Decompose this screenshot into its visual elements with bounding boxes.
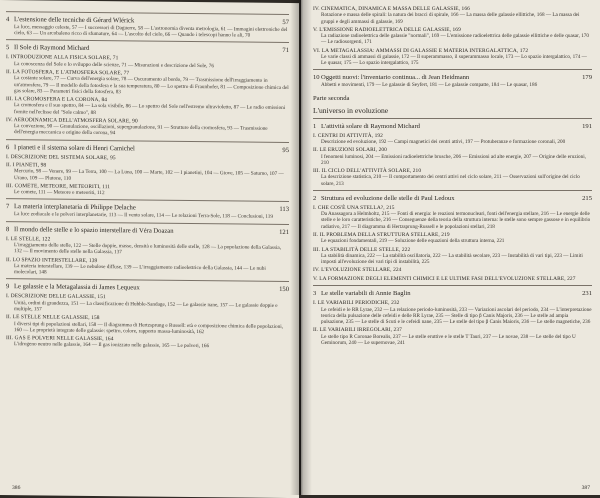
subsection-title: V. L'EMISSIONE RADIOELETTRICA DELLE GALASSIE, 169 xyxy=(313,26,461,33)
section-divider xyxy=(6,199,289,203)
chapter-title: La materia interplanetaria di Philippe Delache xyxy=(14,203,136,212)
chapter-page: 231 xyxy=(582,290,592,298)
subsection-topics: La convezione, 90 — Granulazione, oscillazioni, supergranulazione, 91 — Strutture della cromosfera, 93 — Trasmissione dell'energia meccanica e origine della corona, 94 xyxy=(14,123,268,137)
section-divider xyxy=(313,190,592,191)
subsection-title: I. LE STELLE, 122 xyxy=(6,235,51,243)
subsection-title: II. I PIANETI, 98 xyxy=(6,162,47,169)
chapter-number: 6 xyxy=(6,143,10,151)
chapter-page: 95 xyxy=(282,146,289,154)
right-folio: 387 xyxy=(581,485,590,491)
subsection-topics: La conoscenza del Sole e lo sviluppo delle scienze, 71 — Misurazioni e descrizione del Sole, 76 xyxy=(14,60,214,70)
subsection-title: III. LA STABILITÀ DELLE STELLE, 222 xyxy=(313,246,411,253)
subsection-title: III. COMETE, METEORE, METEORITI, 111 xyxy=(6,182,111,191)
subsection-title: IV. L'EVOLUZIONE STELLARE, 224 xyxy=(313,267,402,274)
section-divider xyxy=(6,278,289,282)
chapter-number: 7 xyxy=(6,203,10,211)
chapter-title: Le stelle variabili di Annie Baglin xyxy=(321,290,411,298)
part-label: Parte seconda xyxy=(313,94,350,102)
chapter-title: Oggetti nuovi: l'inventario continua... di Jean Heidmann xyxy=(321,74,470,82)
subsection-topics: La materia interstellare, 139 — Le nebulose diffuse, 139 — L'irraggiamento radioelettrico della Galassia, 144 — Le nubi molecolari, 148 xyxy=(14,263,266,276)
chapter-page: 71 xyxy=(282,47,289,55)
subsection-title: II. LA FOTOSFERA, E L'ATMOSFERA SOLARE, 77 xyxy=(6,69,130,77)
subsection-topics: Unità, ordini di grandezza, 151 — La classificazione di Hubble-Sandage, 152 — Le galassie nane, 157 — Le galassie doppie e multiple, 157 xyxy=(14,299,278,313)
subsection-topics: Le comete, 111 — Meteore e meteoriti, 112 xyxy=(14,189,105,197)
chapter-entry xyxy=(313,195,592,203)
chapter-entry xyxy=(6,44,289,55)
subsection-topics: Le cefeidi e le RR Lyrae, 232 — La relazione periodo-luminosità, 233 — Variazioni ascolari del periodo, 234 — L'interpretazione teorica della pulsazione delle cefeidi e delle RR Lyrae, 235 — Stelle di tipo β Canis Majoris, 236 — Le stelle ad ampia pulsazione, 235 — Le stelle di Scuti e le cefeidi nane, 235 — Le stelle del tipo β Canis Maioris, 236 — Le stelle magnetiche, 236 xyxy=(321,306,592,325)
left-folio: 386 xyxy=(12,485,21,491)
subsection-topics: La radiazione radioelettrica delle galassie "normali", 169 — L'emissione radioelettrica delle galassie ellittiche e delle quasar, 170 — Le radiosorgenti, 171 xyxy=(321,33,589,46)
chapter-title: Struttura ed evoluzione delle stelle di Paul Ledoux xyxy=(321,194,455,202)
subsection-topics: Descrizione ed evoluzione, 192 — Campi magnetici dei centri attivi, 197 — Protuberanze e formazione coronali, 200 xyxy=(321,139,566,146)
section-divider xyxy=(6,11,289,15)
subsection-topics: Le varie classi di ammassi di galassie, 172 — Il superammasso, il superammasso locale, 173 — Lo spazio intergalattico, 174 — Le quasar, 175 — Lo spazio intergalattico, 175 xyxy=(321,54,587,67)
chapter-entry xyxy=(6,144,289,155)
subsection-title: III. IL CICLO DELL'ATTIVITÀ SOLARE, 210 xyxy=(313,168,422,175)
chapter-number: 9 xyxy=(6,283,10,291)
subsection-title: I. DESCRIZIONE DEL SISTEMA SOLARE, 95 xyxy=(6,153,116,161)
chapter-number: 8 xyxy=(6,225,10,233)
subsection-topics: Abbetti e movimenti, 179 — Le galassie di Seyfert, 181 — Le galassie compatte, 184 — Le quasar, 186 xyxy=(321,82,538,89)
subsection-title: II. IL PROBLEMA DELLA STRUTTURA STELLARE, 219 xyxy=(313,231,450,238)
book-gutter xyxy=(290,0,312,495)
chapter-entry xyxy=(313,123,592,131)
subsection-topics: La descrizione statistica, 210 — Il comportamento dei centri attivi nel ciclo solare, 211 — Osservazioni sull'origine del ciclo solare, 213 xyxy=(321,174,580,187)
section-divider xyxy=(6,39,289,43)
subsection-topics: Da Anassagora a Helmholtz, 215 — Fonti di energia: le reazioni termonucleari, fonti dell'energia stellare, 216 — Le energie delle stelle e le loro caratteristiche, 216 — Conseguenze della teoria della struttura interna: le stelle sono sempre gassose e in equilibrio radiativo, 217 — Il diagramma di Hertzsprung-Russell e le popolazioni stellari, 218 xyxy=(321,211,591,230)
subsection-topics: I diversi tipi di popolazioni stellari, 158 — Il diagramma di Hertzsprung e Russell: età e composizione chimica delle popolazioni, 160 — Le proprietà integrate delle galassie: spettro, colore, rapporto massa-luminosità, 162 xyxy=(14,320,283,335)
chapter-entry xyxy=(6,226,289,237)
chapter-title: Le galassie e la Metagalassia di James Lequeux xyxy=(14,283,140,292)
subsection-title: V. LA FORMAZIONE DEGLI ELEMENTI CHIMICI E LE ULTIME FASI DELL'EVOLUZIONE STELLARE, 227 xyxy=(313,275,576,282)
subsection-title: III. LA CROMOSFERA E LA CORONA, 84 xyxy=(6,96,108,104)
chapter-number: 3 xyxy=(313,290,317,298)
section-divider xyxy=(313,69,592,70)
subsection-topics: La costante solare, 77 — Curva dell'energia solare, 78 — Oscuramento al bordo, 79 — Trasmissione dell'irraggiamento in un'atmosfera, 79 — Il modello della fotosfera e la sua temperatura, 80 — Lo spettro di Fraunhofer, 81 — Composizione chimica del gas solare, 83 — Parametri fisici della fotosfera, 83 xyxy=(14,75,289,96)
subsection-topics: L'irraggiamento delle stelle, 122 — Stelle doppie, masse, densità e luminosità delle stelle, 128 — La popolazione della Galassia, 132 — Il movimento delle stelle nella Galassia, 137 xyxy=(14,242,282,256)
chapter-page: 150 xyxy=(279,286,289,294)
chapter-page: 191 xyxy=(582,122,592,130)
subsection-topics: L'idrogeno neutro nelle galassie, 164 — Il gas ionizzato nelle galassie, 165 — Le polveri, 166 xyxy=(14,341,210,350)
subsection-title: IV. CINEMATICA, DINAMICA E MASSA DELLE GALASSIE, 166 xyxy=(313,6,470,12)
subsection-title: I. DESCRIZIONE DELLE GALASSIE, 151 xyxy=(6,293,106,301)
right-page-contents xyxy=(313,6,592,346)
subsection-title: II. LE ERUZIONI SOLARI, 200 xyxy=(313,147,387,154)
chapter-entry xyxy=(6,283,289,294)
left-page xyxy=(0,0,299,498)
subsection-topics: Mercurio, 98 — Venere, 99 — La Terra, 100 — La Luna, 100 — Marte, 102 — I pianetini, 104 — Giove, 105 — Saturno, 107 — Urano, 109 — Plutone, 110 xyxy=(14,168,284,182)
chapter-page: 121 xyxy=(279,228,289,236)
subsection-topics: Le stelle tipo R Coronae Borealis, 237 — Le stelle eruttive e le stelle T Tauri, 237 — Le novae, 238 — Le stelle del tipo U Geminorum, 240 — Le supernovae, 241 xyxy=(321,333,576,346)
chapter-number: 2 xyxy=(313,194,317,202)
right-page xyxy=(301,0,600,495)
section-divider xyxy=(313,285,592,286)
subsection-title: II. LO SPAZIO INTERSTELLARE, 139 xyxy=(6,256,98,264)
chapter-page: 179 xyxy=(582,74,592,82)
subsection-title: II. LE STELLE NELLE GALASSIE, 158 xyxy=(6,314,100,322)
subsection-title: II. LE VARIABILI IRREGOLARI, 237 xyxy=(313,327,402,334)
chapter-title: Il Sole di Raymond Michard xyxy=(14,44,90,53)
subsection-topics: La cromosfera e il suo spettro, 84 — La sola visibile, 86 — Lo spettro del Sole nell'estremo ultravioletto, 87 — Le radio emissioni fornite nell'eclisse del "Sole calmo", 88 xyxy=(14,102,286,116)
chapter-title: L'estensione delle tecniche di Gérard Wlérick xyxy=(14,16,135,25)
subsection-topics: La luce zodiacale e le polveri interplanetarie, 113 — Il vento solare, 114 — Le relazioni Terra-Sole, 118 — Conclusioni, 119 xyxy=(14,211,273,221)
chapter-title: L'attività solare di Raymond Michard xyxy=(321,122,420,130)
subsection-heading xyxy=(313,267,592,273)
chapter-title: Il mondo delle stelle e lo spazio interstellare di Véra Doazan xyxy=(14,225,174,235)
section-divider xyxy=(313,118,592,119)
chapter-title: I pianeti e il sistema solare di Henri Camichel xyxy=(14,143,135,153)
chapter-number: 5 xyxy=(6,44,10,52)
subsection-topics: I fenomeni luminosi, 204 — Emissioni radioelettriche brusche, 206 — Emissioni ad alte energie, 207 — Origine delle eruzioni, 210 xyxy=(321,153,586,166)
subsection-title: IV. AERODINAMICA DELL'ATMOSFERA SOLARE, 90 xyxy=(6,116,138,125)
chapter-entry xyxy=(313,290,592,298)
subsection-title: I. INTRODUZIONE ALLA FISICA SOLARE, 71 xyxy=(6,54,119,62)
subsection-topics: La stabilità dinamica, 222 — La stabilità oscillatoria, 222 — La stabilità secolare, 223 — Instabilità di vari tipi, 223 — Limiti imposti all'evoluzione dei vari tipi di instabilità, 225 xyxy=(321,252,583,266)
subsection-topics: La luce, messaggio celeste, 57 — I successori di Daguerre, 58 — L'astronomia diventa metrologia, 61 — Immagini elettroniche del cielo, 63 — Un arcobaleno ricco di sfumature, 64 — L'ascolto del cielo, 66 — Quando i telescopi hanno le ali, 70 xyxy=(14,24,288,39)
chapter-number: 10 xyxy=(313,74,320,82)
chapter-page: 113 xyxy=(279,206,289,214)
chapter-number: 4 xyxy=(6,16,10,24)
chapter-number: 1 xyxy=(313,122,317,130)
subsection-title: I. LE VARIABILI PERIODICHE, 232 xyxy=(313,300,400,307)
chapter-page: 57 xyxy=(282,18,289,27)
part-title: L'universo in evoluzione xyxy=(313,105,389,115)
section-divider xyxy=(6,139,289,143)
subsection-title: I. CHE COS'È UNA STELLA?, 215 xyxy=(313,204,395,211)
subsection-topics: Le equazioni fondamentali, 219 — Soluzione delle equazioni della struttura interna, 221 xyxy=(321,238,505,245)
subsection-title: III. GAS E POLVERI NELLE GALASSIE, 164 xyxy=(6,335,114,343)
subsection-title: VI. LA METAGALASSIA: AMMASSI DI GALASSIE E MATERIA INTERGALATTICA, 172 xyxy=(313,47,529,54)
section-divider xyxy=(6,221,289,225)
chapter-page: 215 xyxy=(582,194,592,202)
left-page-contents xyxy=(6,11,289,351)
subsection-heading xyxy=(313,276,592,282)
subsection-title: I. CENTRI DI ATTIVITÀ, 192 xyxy=(313,132,383,139)
subsection-topics: Rotazione e massa delle spirali: la natura dei bracci di spirale, 166 — La massa delle galassie ellittiche, 168 — La massa dei gruppi e degli ammassi di galassie, 169 xyxy=(321,12,580,25)
